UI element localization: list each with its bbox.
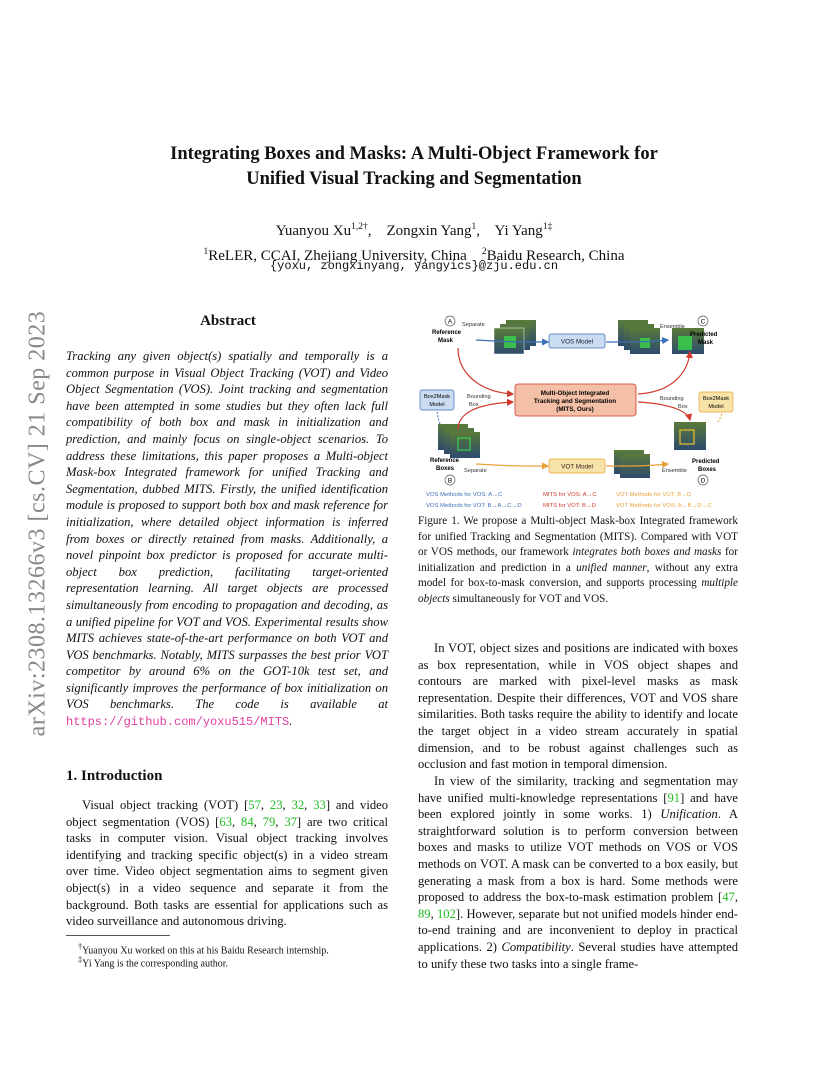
caption-text: , without any extra model for box-to-mask conversion, and supports processing bbox=[418, 561, 738, 589]
citation[interactable]: 37 bbox=[284, 814, 297, 829]
svg-text:(MITS, Ours): (MITS, Ours) bbox=[556, 406, 594, 413]
intro-text: Visual object tracking (VOT) [ bbox=[82, 798, 249, 812]
legend-mits-vot: MITS for VOT: B→D bbox=[543, 503, 597, 509]
svg-text:VOT Model: VOT Model bbox=[561, 463, 593, 471]
citation[interactable]: 63 bbox=[219, 814, 232, 829]
reference-mask-frames bbox=[494, 320, 536, 354]
svg-text:Box: Box bbox=[678, 404, 688, 410]
paper-title bbox=[0, 142, 828, 192]
title-line-1: Integrating Boxes and Masks: A Multi-Object Framework for bbox=[170, 144, 658, 164]
svg-text:Mask: Mask bbox=[438, 338, 454, 344]
bbox-left-label: Bounding bbox=[467, 394, 491, 400]
aff-1-sup: 1 bbox=[203, 247, 209, 257]
footnote-text: Yi Yang is the corresponding author. bbox=[82, 958, 228, 970]
author-3-sup: 1‡ bbox=[542, 222, 553, 232]
citation[interactable]: 91 bbox=[667, 790, 681, 805]
citation[interactable]: 79 bbox=[262, 814, 276, 829]
caption-emphasis: multiple objects bbox=[418, 577, 738, 605]
abstract-text: Tracking any given object(s) spatially and temporally is a common purpose in Visual Object Tracking (VOT) and Video Object Segmentation (VOS). Joint tracking and segmentation have been attempted in some studies but they often lack full compatibility of both box and mask in initialization and prediction, and mainly focus on single-object scenarios. To address these limitations, this paper proposes a Multi-object Mask-box Integrated framework for unified Tracking and Segmentation, dubbed MITS. Firstly, the unified identification module is proposed to support both box and mask reference for initialization, where detailed object information is inferred from boxes or directly retained from masks. Additionally, a novel pinpoint box predictor is proposed for accurate multi-object box prediction, facilitating target-oriented representation learning. All target objects are processed simultaneously from encoding to propagation and decoding, as a unified pipeline for VOT and VOS. Experimental results show MITS achieves state-of-the-art performance on both VOT and VOS benchmarks. Notably, MITS surpasses the best prior VOT competitor by around 6% on the GOT-10k test set, and significantly improves the performance of box initialization on VOS benchmarks. The code is available at bbox=[66, 349, 388, 712]
legend-vos-vos: VOS Methods for VOS: A→C bbox=[426, 492, 503, 498]
paragraph-text: ]. However, separate but not unified models hinder end-to-end training and are inconvenient to deploy in practical applications. 2) bbox=[418, 906, 738, 954]
vos-model-box bbox=[549, 334, 605, 348]
svg-text:C: C bbox=[700, 318, 706, 326]
author-3: Yi Yang bbox=[494, 223, 543, 239]
citation[interactable]: 47 bbox=[722, 890, 735, 905]
legend-mits-vos: MITS for VOS: A→C bbox=[543, 492, 597, 498]
intro-text: ] are two critical tasks in computer vision. Visual object tracking involves identifying and tracking specific object(s) in a video stream over time. Video object segmentation aims to segment given object(s) in a video sequence and separate it from the background. Both tasks are essential for applications such as video surveillance and autonomous driving. bbox=[66, 814, 389, 929]
figure-1-diagram bbox=[418, 312, 743, 510]
paragraph-text: . Several studies have attempted to unify these two tasks into a single frame- bbox=[418, 939, 738, 971]
svg-text:B: B bbox=[447, 477, 453, 485]
svg-text:Box2Mask: Box2Mask bbox=[702, 396, 730, 402]
svg-text:D: D bbox=[700, 477, 706, 485]
bbox-right-label: Bounding bbox=[660, 396, 684, 402]
code-link[interactable]: https://github.com/yoxu515/MITS bbox=[66, 715, 290, 730]
paragraph-emphasis: Unification bbox=[660, 807, 718, 822]
svg-text:Model: Model bbox=[429, 402, 445, 408]
svg-text:Model: Model bbox=[708, 404, 724, 410]
separate-bottom-label: Separate bbox=[464, 468, 487, 474]
author-email[interactable]: {yoxu, zongxinyang, yangyics}@zju.edu.cn bbox=[269, 259, 559, 273]
legend-vos-vot: VOS Methods for VOT: B→A→C→D bbox=[426, 503, 522, 509]
right-paragraph-2: In view of the similarity, tracking and segmentation may have unified multi-knowledge representations [91] and have been explored jointly in some works. 1) Unification. A straightforward solution is to perform conversion between boxes and masks to utilize VOT methods on VOS or VOS methods on VOT. A mask can be converted to a box easily, but generating a mask from a box is hard. Some methods were proposed to address the box-to-mask estimation problem [47, 89, 102]. However, separate but not unified models hinder end-to-end training and are inconvenient to deploy in practical applications. 2) Compatibility. Several studies have attempted to unify these two tasks into a single frame- bbox=[418, 774, 738, 971]
ref-mask-label: Reference bbox=[432, 330, 462, 336]
pred-mask-label: Predicted bbox=[690, 332, 718, 338]
intro-text: ] and video object segmentation (VOS) [ bbox=[66, 798, 389, 829]
vot-model-box bbox=[549, 459, 605, 473]
ref-boxes-label: Reference bbox=[430, 458, 460, 464]
ensemble-bottom-label: Ensemble bbox=[662, 468, 687, 474]
caption-text: simultaneously for VOT and VOS. bbox=[449, 592, 609, 605]
citation[interactable]: 32 bbox=[291, 798, 305, 812]
predicted-box-frames bbox=[614, 422, 706, 478]
svg-text:Box: Box bbox=[469, 402, 479, 408]
author-2-sup: 1 bbox=[471, 222, 477, 232]
citation[interactable]: 89 bbox=[418, 906, 431, 921]
legend-vot-vot: VOT Methods for VOT: B→D bbox=[616, 492, 692, 498]
abstract-heading: Abstract bbox=[200, 313, 256, 329]
label-b bbox=[445, 475, 455, 485]
svg-text:Tracking and Segmentation: Tracking and Segmentation bbox=[533, 398, 617, 405]
caption-emphasis: unified manner bbox=[576, 561, 647, 574]
author-names: Yuanyou $Xu^{1,2\dagger}$, Zongxin Yang$^1$, Yi Yang$^{1\ddagger}$ bbox=[275, 222, 553, 239]
paragraph-text: In view of the similarity, tracking and segmentation may have unified multi-knowledge representations [ bbox=[418, 774, 738, 805]
citation[interactable]: 102 bbox=[436, 906, 456, 921]
separate-top-label: Separate bbox=[462, 322, 485, 328]
paragraph-emphasis: Compatibility bbox=[501, 939, 571, 954]
affiliation-1: ReLER, CCAI, Zhejiang University, China bbox=[208, 248, 467, 264]
citation[interactable]: 84 bbox=[241, 814, 254, 829]
citation[interactable]: 57 bbox=[248, 798, 261, 812]
legend-vot-vos: VOT Methods for VOS: A→B→D→C bbox=[616, 503, 712, 509]
abstract-body: Tracking any given object(s) spatially and temporally is a common purpose in Visual Object Tracking (VOT) and Video Object Segmentation (VOS). Joint tracking and segmentation have been attempted in some studies but they often lack full compatibility of both box and mask in initialization and prediction, and mainly focus on single-object scenarios. To address these limitations, this paper proposes a Multi-object Mask-box Integrated framework for unified Tracking and Segmentation, dubbed MITS. Firstly, the unified identification module is proposed to support both box and mask reference for initialization, where detailed object information is inferred from boxes or directly retained from masks. Additionally, a novel pinpoint box predictor is proposed for accurate multi-object box prediction, facilitating target-oriented representation learning. All target objects are processed simultaneously from encoding to propagation and decoding, as a unified pipeline for VOT and VOS. Experimental results show MITS achieves state-of-the-art performance on both VOT and VOS benchmarks. Notably, MITS surpasses the best prior VOT competitor by around 6% on the GOT-10k test set, and significantly improves the performance of box initialization on VOS benchmarks. The code is available at https://github.com/yoxu515/MITS. bbox=[66, 349, 388, 730]
affiliation-2: Baidu Research, China bbox=[486, 248, 625, 264]
footnote-mark: † bbox=[78, 942, 83, 951]
caption-text: for initialization and prediction in a bbox=[418, 546, 738, 574]
svg-text:Boxes: Boxes bbox=[436, 466, 455, 472]
box2mask-right-box bbox=[699, 392, 733, 412]
intro-paragraph: Visual object tracking (VOT) [57, 23, 32, 33] and video object segmentation (VOS) [63, 84, 79, 37] are two critical tasks in computer vision. Visual object tracking involves identifying and tracking specific object(s) in a video stream over time. Video object segmentation aims to segment given object(s) in a video sequence and separate it from the background. Both tasks are essential for applications such as video surveillance and autonomous driving. bbox=[66, 798, 389, 929]
ensemble-top-label: Ensemble bbox=[660, 324, 685, 330]
author-2: Zongxin Yang bbox=[386, 223, 472, 239]
svg-text:Mask: Mask bbox=[698, 340, 714, 346]
footnote-mark: ‡ bbox=[78, 955, 83, 964]
footnote-2 bbox=[78, 953, 228, 970]
box2mask-left-box bbox=[420, 390, 454, 410]
svg-text:A: A bbox=[447, 318, 453, 326]
paragraph-text: . A straightforward solution is to perform conversion between boxes and masks to utilize VOT methods on VOS or VOS methods on VOT. A mask can be converted to a box easily, but generating a mask from a box is hard. Some methods were proposed to address the box-to-mask estimation problem [ bbox=[418, 807, 738, 905]
svg-text:Box2Mask: Box2Mask bbox=[423, 394, 451, 400]
svg-text:VOS Model: VOS Model bbox=[560, 338, 594, 346]
pred-boxes-label: Predicted bbox=[692, 459, 720, 465]
reference-box-frames bbox=[438, 424, 480, 458]
arxiv-identifier: arXiv:2308.13266v3 [cs.CV] 21 Sep 2023 bbox=[24, 310, 51, 737]
footnote-rule bbox=[66, 935, 170, 936]
label-d bbox=[698, 475, 708, 485]
svg-text:Multi-Object Integrated: Multi-Object Integrated bbox=[540, 390, 610, 397]
label-a bbox=[445, 316, 455, 326]
caption-emphasis: integrates both boxes and masks bbox=[572, 546, 722, 558]
paragraph-text: ] and have been explored jointly in some works. 1) bbox=[418, 790, 738, 822]
author-1: Yuanyou Xu bbox=[275, 223, 352, 239]
citation[interactable]: 23 bbox=[269, 798, 283, 812]
figure-1-caption bbox=[418, 514, 738, 607]
mits-center-box bbox=[515, 384, 636, 416]
title-line-2: Unified Visual Tracking and Segmentation bbox=[246, 169, 582, 189]
footnote-text: Yuanyou Xu worked on this at his Baidu Research internship. bbox=[82, 945, 329, 957]
svg-text:Boxes: Boxes bbox=[698, 467, 717, 473]
intro-heading: 1. Introduction bbox=[66, 768, 163, 784]
author-1-sup: 1,2† bbox=[351, 222, 368, 232]
caption-text: Figure 1. We propose a Multi-object Mask-box Integrated framework for unified Tracking and Segmentation (MITS). Compared with VOT or VOS methods, our framework bbox=[418, 515, 738, 558]
label-c bbox=[698, 316, 708, 326]
aff-2-sup: 2 bbox=[481, 247, 487, 257]
right-paragraph-1: In VOT, object sizes and positions are indicated with boxes as box representation, while in VOS object shapes and contours are marked with pixel-level masks as mask representation. Despite their differences, VOT and VOS share similarities. Both tasks require the ability to identify and locate the target object in a video stream accurately in spatial dimension, and to be robust against challenges such as occlusion and fast motion in temporal dimension. bbox=[418, 641, 738, 772]
citation[interactable]: 33 bbox=[313, 798, 326, 812]
